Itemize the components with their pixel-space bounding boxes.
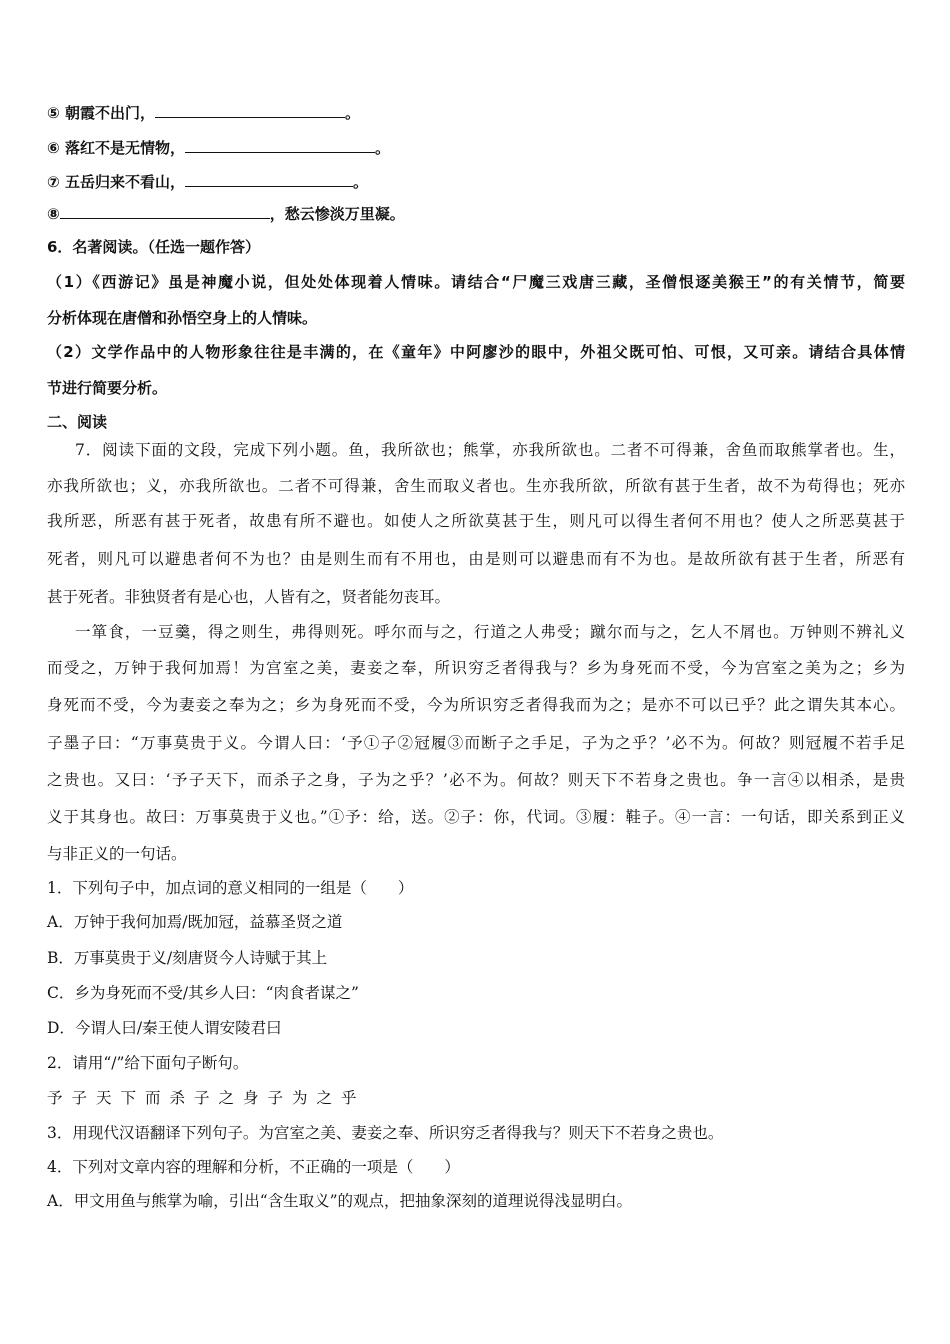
fill-blank-8: [47, 203, 405, 225]
q6-title: 6．名著阅读。（任选一题作答）: [47, 238, 260, 256]
answer-blank[interactable]: [185, 172, 353, 187]
verse-text: 。: [344, 104, 360, 122]
item-number: ⑤: [47, 104, 60, 122]
passage-line: 与非正义的一句话。: [47, 845, 187, 863]
q6-text: 分析体现在唐僧和孙悟空身上的人情味。: [47, 309, 318, 327]
question-1: 1．下列句子中，加点词的意义相同的一组是（ ）: [47, 879, 414, 897]
item-number: ⑥: [47, 139, 60, 157]
passage-line: 甚于死者。非独贤者有是心也，人皆有之，贤者能勿丧耳。: [47, 588, 451, 606]
question-3: 3．用现代汉语翻译下列句子。为宫室之美、妻妾之奉、所识穷乏者得我与？则天下不若身之贵也。: [47, 1124, 724, 1142]
passage-line: 我所恶，所恶有甚于死者，故患有所不避也。如使人之所欲莫甚于生，则凡可以得生者何不用也？使人之所恶莫甚于: [47, 512, 905, 530]
answer-blank[interactable]: [185, 138, 375, 153]
item-number: ⑦: [47, 173, 60, 191]
verse-text: 。: [374, 139, 390, 157]
verse-text: 朝霞不出门，: [64, 104, 155, 122]
answer-blank[interactable]: [155, 103, 345, 118]
passage-line: 亦我所欲也；义，亦我所欲也。二者不可得兼，舍生而取义者也。生亦我所欲，所欲有甚于生者，故不为苟得也；死亦: [47, 477, 905, 495]
answer-blank[interactable]: [60, 204, 270, 219]
passage-line: 身死而不受，今为妻妾之奉为之；乡为身死而不受，今为所识穷乏者得我而为之；是亦不可以已乎？此之谓失其本心。: [47, 696, 905, 714]
passage-line: 子墨子曰：“万事莫贵于义。今谓人曰：‘予①子②冠履③而断子之手足，子为之乎？’必不为。何故？则冠履不若手足: [47, 734, 905, 752]
verse-text: 落红不是无情物，: [64, 139, 185, 157]
option-d[interactable]: D．今谓人曰/秦王使人谓安陵君曰: [47, 1019, 282, 1037]
q6-text: （1）《西游记》虽是神魔小说，但处处体现着人情味。请结合“尸魔三戏唐三藏，圣僧恨逐美猴王”的有关情节，简要: [47, 273, 905, 291]
option-c[interactable]: C．乡为身死而不受/其乡人曰：“肉食者谋之”: [47, 984, 359, 1002]
question-4: 4．下列对文章内容的理解和分析，不正确的一项是（ ）: [47, 1158, 460, 1176]
passage-line: 之贵也。又曰：‘予子天下，而杀子之身，子为之乎？’必不为。何故？则天下不若身之贵也。争一言④以相杀，是贵: [47, 771, 905, 789]
option-b[interactable]: B．万事莫贵于义/刻唐贤今人诗赋于其上: [47, 949, 328, 967]
fill-blank-7: [47, 171, 368, 193]
passage-line: 一箪食，一豆羹，得之则生，弗得则死。呼尔而与之，行道之人弗受；蹴尔而与之，乞人不屑也。万钟则不辨礼义: [75, 623, 905, 641]
passage-line: 而受之，万钟于我何加焉！为宫室之美，妻妾之奉，所识穷乏者得我与？乡为身死而不受，今为宫室之美为之；乡为: [47, 659, 905, 677]
verse-text: 五岳归来不看山，: [64, 173, 185, 191]
item-number: ⑧: [47, 205, 60, 223]
section-heading: 二、阅读: [47, 413, 108, 431]
fill-blank-6: [47, 137, 390, 159]
question-2: 2．请用“/”给下面句子断句。: [47, 1054, 249, 1072]
passage-line: 死者，则凡可以避患者何不为也？由是则生而有不用也，由是则可以避患而有不为也。是故所欲有甚于生者，所恶有: [47, 550, 905, 568]
fill-blank-5: [47, 102, 360, 124]
q6-text: 节进行简要分析。: [47, 379, 168, 397]
q6-text: （2）文学作品中的人物形象往往是丰满的，在《童年》中阿廖沙的眼中，外祖父既可怕、可恨，又可亲。请结合具体情: [47, 343, 905, 361]
verse-text: ，愁云惨淡万里凝。: [269, 205, 405, 223]
option-a[interactable]: A．万钟于我何加焉/既加冠，益慕圣贤之道: [47, 913, 343, 931]
passage-line: 7．阅读下面的文段，完成下列小题。鱼，我所欲也；熊掌，亦我所欲也。二者不可得兼，舍鱼而取熊掌者也。生，: [75, 441, 905, 459]
verse-text: 。: [352, 173, 368, 191]
punctuation-sentence: 予子天下而杀子之身子为之乎: [47, 1089, 366, 1107]
option-a[interactable]: A．甲文用鱼与熊掌为喻，引出“含生取义”的观点，把抽象深刻的道理说得浅显明白。: [47, 1192, 633, 1210]
passage-line: 义于其身也。故曰：万事莫贵于义也。”①予：给，送。②子：你，代词。③履：鞋子。④一言：一句话，即关系到正义: [47, 808, 905, 826]
